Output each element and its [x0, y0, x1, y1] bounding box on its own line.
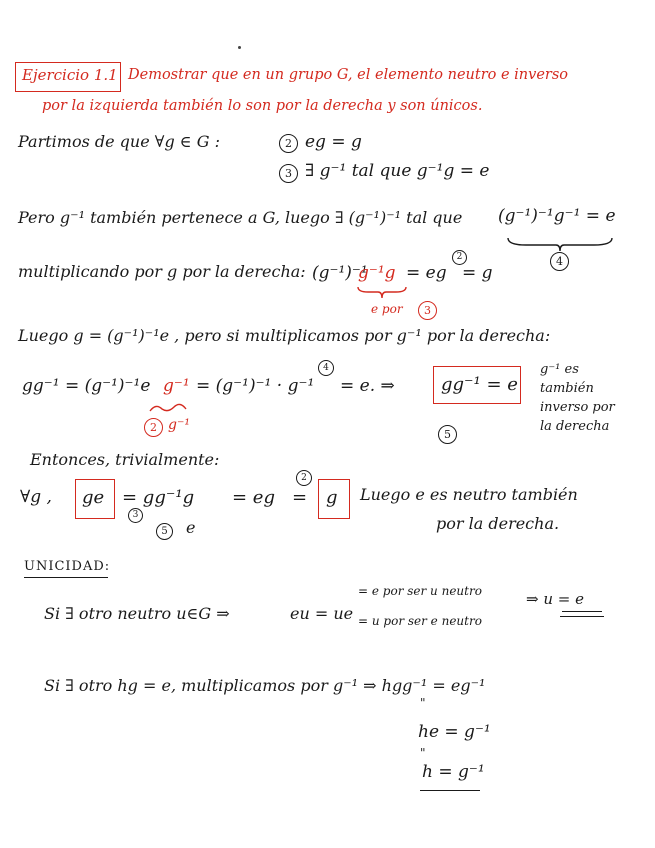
chain-result: gg⁻¹ = e [441, 374, 518, 395]
chain-under-number: 2 [144, 418, 163, 437]
chain-under-red: g⁻¹ [168, 417, 190, 433]
entonces-under-e: e [186, 518, 196, 537]
pero-text: Pero g⁻¹ también pertenece a G, luego ∃ (g⁻¹)⁻¹ tal que [18, 208, 463, 227]
side-note-1: g⁻¹ es [540, 362, 579, 377]
pero-brace [506, 236, 614, 252]
mult-eq-end: = g [462, 263, 493, 283]
equation-4-number: 4 [550, 252, 569, 271]
result-underline-2 [560, 616, 604, 617]
chain-end: = e. ⇒ [340, 376, 395, 396]
entonces-boxed: ge [82, 487, 105, 508]
unicidad-underline [24, 577, 108, 578]
axiom-3: ∃ g⁻¹ tal que g⁻¹g = e [305, 161, 490, 181]
stray-dot [238, 46, 241, 49]
entonces-boxed2: g [326, 487, 338, 508]
side-note-3: inverso por [540, 400, 615, 415]
exercise-label: Ejercicio 1.1 [22, 66, 118, 84]
entonces-eq-sign: = [292, 487, 308, 508]
result-number: 5 [438, 425, 457, 444]
entonces-eq1: = gg⁻¹g [122, 487, 195, 508]
unicidad-result: ⇒ u = e [526, 590, 584, 608]
chain-mid: = (g⁻¹)⁻¹ · g⁻¹ [196, 376, 315, 396]
pero-equation: (g⁻¹)⁻¹g⁻¹ = e [498, 206, 616, 226]
entonces-over-number: 2 [296, 470, 312, 486]
entonces-under-number-1: 3 [128, 508, 143, 523]
ditto-mark-2: " [420, 746, 426, 760]
axiom-3-number: 3 [279, 164, 298, 183]
mult-note-number: 3 [418, 301, 437, 320]
premise-text: Partimos de que ∀g ∈ G : [18, 132, 220, 151]
mult-note: e por [371, 302, 403, 316]
unicidad-below: = u por ser e neutro [358, 614, 482, 628]
entonces-lhs: ∀g , [20, 487, 52, 507]
unicidad-line-1-eq: eu = ue [290, 604, 354, 623]
mult-eq-red: g⁻¹g [358, 263, 396, 283]
unicidad-line-2: Si ∃ otro hg = e, multiplicamos por g⁻¹ ⇒ hgg⁻¹ = eg⁻¹ [44, 676, 486, 695]
entonces-conclusion-2: por la derecha. [436, 514, 560, 533]
mult-over-number: 2 [452, 250, 467, 265]
chain-left: gg⁻¹ = (g⁻¹)⁻¹e [22, 376, 151, 396]
result-underline-1 [562, 611, 602, 612]
unicidad-heading: UNICIDAD: [24, 559, 111, 574]
mult-eq-left: (g⁻¹)⁻¹ [312, 263, 368, 283]
chain-brace [148, 401, 188, 415]
luego-text: Luego g = (g⁻¹)⁻¹e , pero si multiplicamos por g⁻¹ por la derecha: [18, 326, 551, 345]
statement-line-1: Demostrar que en un grupo G, el elemento neutro e inverso [128, 67, 569, 83]
unicidad-step-1: he = g⁻¹ [418, 722, 491, 742]
side-note-4: la derecha [540, 419, 610, 434]
unicidad-line-1: Si ∃ otro neutro u∈G ⇒ [44, 604, 230, 623]
multiplicando-text: multiplicando por g por la derecha: [18, 262, 306, 281]
entonces-under-number-2: 5 [156, 523, 173, 540]
chain-red: g⁻¹ [163, 376, 190, 396]
mult-brace [356, 285, 408, 299]
side-note-2: también [540, 381, 594, 396]
mult-eq-right: = eg [406, 263, 447, 283]
entonces-text: Entonces, trivialmente: [30, 450, 220, 469]
unicidad-step-2: h = g⁻¹ [422, 762, 485, 782]
final-underline [420, 790, 480, 791]
entonces-conclusion-1: Luego e es neutro también [360, 485, 578, 504]
unicidad-above: = e por ser u neutro [358, 584, 482, 598]
chain-over-number: 4 [318, 360, 334, 376]
axiom-2-number: 2 [279, 134, 298, 153]
entonces-eq2: = eg [232, 487, 275, 508]
axiom-2: eg = g [305, 132, 362, 152]
statement-line-2: por la izquierda también lo son por la derecha y son únicos. [42, 98, 483, 114]
ditto-mark-1: " [420, 696, 426, 710]
